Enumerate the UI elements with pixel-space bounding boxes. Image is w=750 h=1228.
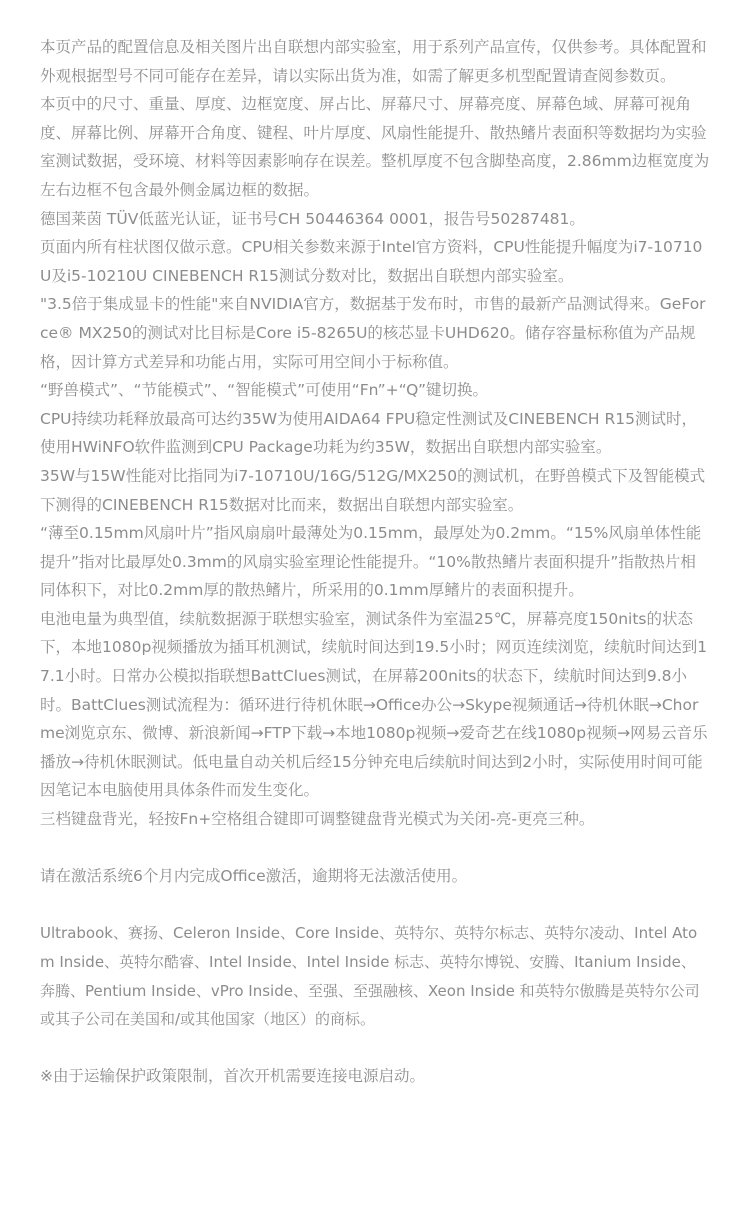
mode-switch-notice: “野兽模式”、“节能模式”、“智能模式”可使用“Fn”+“Q”键切换。 <box>40 381 489 400</box>
performance-comparison-notice: 35W与15W性能对比指同为i7-10710U/16G/512G/MX250的测试机，在野兽模式下及智能模式下测得的CINEBENCH R15数据对比而来，数据出自联想内部实验室。 <box>40 466 706 514</box>
trademark-notice: Ultrabook、赛扬、Celeron Inside、Core Inside、英特尔、英特尔标志、英特尔凌动、Intel Atom Inside、英特尔酷睿、Intel Inside、Intel Inside 标志、英特尔博锐、安腾、Itanium Inside、奔腾、Pentium Inside、vPro Inside、至强、至强融核、Xeon Inside 和英特尔傲腾是英特尔公司或其子公司在美国和/或其他国家（地区）的商标。 <box>40 924 700 1029</box>
office-activation-notice: 请在激活系统6个月内完成Office激活，逾期将无法激活使用。 <box>40 867 468 886</box>
tuv-certification-notice: 德国莱茵 TÜV低蓝光认证，证书号CH 50446364 0001，报告号50287481。 <box>40 209 585 228</box>
power-on-notice: ※由于运输保护政策限制，首次开机需要连接电源启动。 <box>40 1067 425 1086</box>
gpu-storage-notice: "3.5倍于集成显卡的性能"来自NVIDIA官方，数据基于发布时，市售的最新产品测试得来。GeForce® MX250的测试对比目标是Core i5-8265U的核芯显卡UHD620。储存容量标称值为产品规格，因计算方式差异和功能占用，实际可用空间小于标称值。 <box>40 295 706 371</box>
spacer <box>40 891 710 920</box>
cpu-power-notice: CPU持续功耗释放最高可达约35W为使用AIDA64 FPU稳定性测试及CINEBENCH R15测试时，使用HWiNFO软件监测到CPU Package功耗为约35W，数据出自联想内部实验室。 <box>40 409 697 457</box>
keyboard-backlight-notice: 三档键盘背光，轻按Fn+空格组合键即可调整键盘背光模式为关闭-亮-更亮三种。 <box>40 810 595 829</box>
config-notice: 本页产品的配置信息及相关图片出自联想内部实验室，用于系列产品宣传，仅供参考。具体配置和外观根据型号不同可能存在差异，请以实际出货为准，如需了解更多机型配置请查阅参数页。 <box>40 38 707 85</box>
cpu-performance-notice: 页面内所有柱状图仅做示意。CPU相关参数来源于Intel官方资料，CPU性能提升幅度为i7-10710U及i5-10210U CINEBENCH R15测试分数对比，数据出自联想内部实验室。 <box>40 238 703 285</box>
spacer <box>40 1034 710 1063</box>
disclaimer-notes <box>40 33 710 1091</box>
spacer <box>40 834 710 863</box>
battery-notice: 电池电量为典型值，续航数据源于联想实验室，测试条件为室温25℃，屏幕亮度150nits的状态下，本地1080p视频播放为插耳机测试，续航时间达到19.5小时；网页连续浏览，续航时间达到17.1小时。日常办公模拟指联想BattClues测试，在屏幕200nits的状态下，续航时间达到9.8小时。BattClues测试流程为：循环进行待机休眠→Office办公→Skype视频通话→待机休眠→Chorme浏览京东、微博、新浪新闻→FTP下载→本地1080p视频→爱奇艺在线1080p视频→网易云音乐播放→待机休眠测试。低电量自动关机后经15分钟充电后续航时间达到2小时，实际使用时间可能因笔记本电脑使用具体条件而发生变化。 <box>40 609 708 800</box>
measurement-notice: 本页中的尺寸、重量、厚度、边框宽度、屏占比、屏幕尺寸、屏幕亮度、屏幕色域、屏幕可视角度、屏幕比例、屏幕开合角度、键程、叶片厚度、风扇性能提升、散热鳍片表面积等数据均为实验室测试数据，受环境、材料等因素影响存在误差。整机厚度不包含脚垫高度，2.86mm边框宽度为左右边框不包含最外侧金属边框的数据。 <box>40 95 710 199</box>
fan-notice: “薄至0.15mm风扇叶片”指风扇扇叶最薄处为0.15mm，最厚处为0.2mm。“15%风扇单体性能提升”指对比最厚处0.3mm的风扇实验室理论性能提升。“10%散热鳍片表面积提升”指散热片相同体积下，对比0.2mm厚的散热鳍片，所采用的0.1mm厚鳍片的表面积提升。 <box>40 524 702 600</box>
